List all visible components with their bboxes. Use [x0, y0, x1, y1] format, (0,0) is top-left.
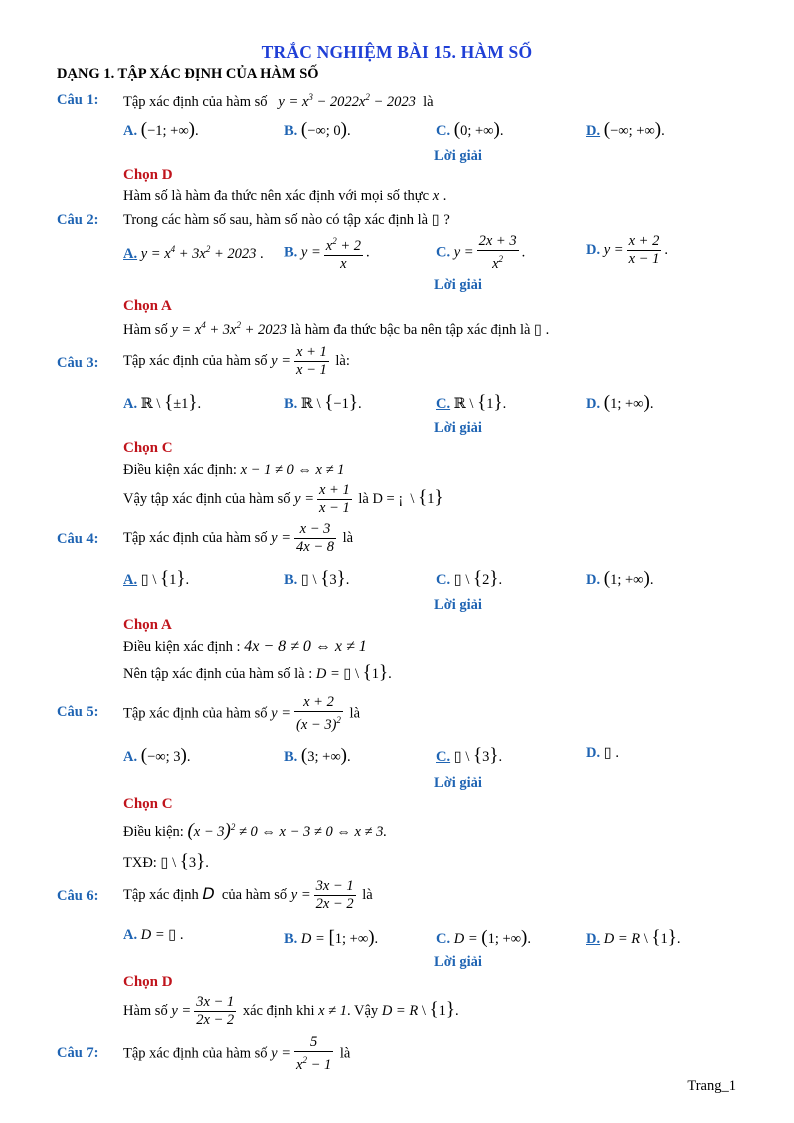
- question-6-option-c[interactable]: C. D = (1; +∞).: [436, 927, 531, 948]
- option-letter: D.: [586, 931, 601, 947]
- solution-text: Vậy tập xác định của hàm số: [123, 490, 291, 507]
- solution-heading-5: Lời giải: [434, 775, 482, 791]
- answer-2: Chọn A: [123, 298, 172, 314]
- option-letter: D.: [586, 241, 601, 258]
- question-6-tail: là: [362, 886, 373, 903]
- question-2-label: Câu 2:: [57, 212, 99, 228]
- question-1-option-d[interactable]: D. (−∞; +∞).: [586, 119, 665, 140]
- question-2-option-c[interactable]: C. y = $\frac{2x + 3}{x^2}$ .: [436, 233, 526, 272]
- solution-text: Hàm số: [123, 321, 168, 338]
- option-letter: C.: [436, 572, 451, 588]
- solution-3-line-1: Điều kiện xác định: x − 1 ≠ 0 ⇔ x ≠ 1: [123, 462, 345, 478]
- solution-heading-4: Lời giải: [434, 597, 482, 613]
- question-1-option-b[interactable]: B. (−∞; 0).: [284, 119, 351, 140]
- solution-text: Điều kiện:: [123, 824, 184, 840]
- question-2-prompt: Trong các hàm số sau, hàm số nào có tập xác định là: [123, 212, 429, 228]
- option-letter: C.: [436, 244, 451, 261]
- option-letter: A.: [123, 749, 138, 765]
- question-4-tail: là: [342, 529, 354, 546]
- option-letter: C.: [436, 931, 451, 947]
- question-4-prompt: Tập xác định của hàm số: [123, 529, 268, 546]
- question-2-option-d[interactable]: D. y = $\frac{x + 2}{x - 1}$ .: [586, 233, 668, 267]
- solution-heading-3: Lời giải: [434, 420, 482, 436]
- question-7-label: Câu 7:: [57, 1045, 99, 1061]
- question-4-text: Tập xác định của hàm số y = $\frac{x - 3}{4x - 8}$ là: [123, 521, 354, 555]
- solution-heading-6: Lời giải: [434, 954, 482, 970]
- question-5-option-b[interactable]: B. (3; +∞).: [284, 745, 351, 766]
- question-6-option-d[interactable]: D. D = R \ {1}.: [586, 927, 681, 948]
- question-4-option-c[interactable]: C. ▯ \ {2}.: [436, 568, 503, 589]
- question-7-tail: là: [339, 1045, 351, 1062]
- question-4-option-b[interactable]: B. ▯ \ {3}.: [284, 568, 350, 589]
- question-4-option-d[interactable]: D. (1; +∞).: [586, 568, 654, 589]
- question-3-option-c[interactable]: C. ℝ \ {1}.: [436, 392, 507, 413]
- option-letter: D.: [586, 745, 601, 761]
- solution-text: . Vậy: [347, 1002, 379, 1019]
- option-letter: B.: [284, 749, 298, 765]
- option-letter: D.: [586, 572, 601, 588]
- question-1-tail: là: [423, 93, 434, 110]
- question-2-tail: ?: [443, 212, 450, 228]
- solution-5-line-1: Điều kiện: $(x - 3)^2 \ne 0$ ⇔ x − 3 ≠ 0 ⇔ x ≠ 3.: [123, 820, 387, 841]
- question-2-option-b[interactable]: B. y = $\frac{x^2 + 2}{x}$ .: [284, 233, 370, 273]
- section-heading: DẠNG 1. TẬP XÁC ĐỊNH CỦA HÀM SỐ: [57, 66, 319, 82]
- question-1-text: [123, 92, 434, 111]
- option-letter: D.: [586, 396, 601, 412]
- option-letter: B.: [284, 931, 298, 947]
- question-6-option-a[interactable]: A. D = ▯ .: [123, 927, 184, 943]
- solution-heading-2: Lời giải: [434, 277, 482, 293]
- question-1-label: Câu 1:: [57, 92, 99, 108]
- option-letter: B.: [284, 572, 298, 588]
- question-7-text: Tập xác định của hàm số y = $\frac{5}{x^2 - 1}$ là: [123, 1034, 351, 1073]
- question-3-tail: là:: [335, 352, 350, 369]
- question-6-text: Tập xác định D của hàm số y = $\frac{3x - 1}{2x - 2}$ là: [123, 878, 373, 912]
- solution-4-line-2: Nên tập xác định của hàm số là : D = ▯ \ {1}.: [123, 662, 392, 683]
- option-letter: A.: [123, 245, 138, 262]
- question-3-prompt: Tập xác định của hàm số: [123, 352, 268, 369]
- question-5-label: Câu 5:: [57, 704, 99, 720]
- question-5-option-a[interactable]: A. (−∞; 3).: [123, 745, 191, 766]
- solution-text: xác định khi: [242, 1002, 315, 1019]
- question-7-prompt: Tập xác định của hàm số: [123, 1045, 268, 1062]
- answer-4: Chọn A: [123, 617, 172, 633]
- answer-5: Chọn C: [123, 796, 173, 812]
- option-letter: C.: [436, 749, 451, 765]
- solution-2-line-1: Hàm số $y = x^4 + 3x^2 + 2023$ là hàm đa thức bậc ba nên tập xác định là ▯ .: [123, 320, 550, 338]
- question-1-option-c[interactable]: C. (0; +∞).: [436, 119, 504, 140]
- solution-1-line-1: Hàm số là hàm đa thức nên xác định với mọi số thực x .: [123, 188, 447, 204]
- question-3-option-b[interactable]: B. ℝ \ {−1}.: [284, 392, 362, 413]
- option-letter: A.: [123, 927, 138, 943]
- solution-text: Điều kiện xác định :: [123, 639, 241, 655]
- question-5-text: Tập xác định của hàm số y = $\frac{x + 2}{(x - 3)^2}$ là: [123, 694, 361, 733]
- solution-text: TXĐ:: [123, 855, 157, 871]
- solution-text: là: [358, 490, 369, 507]
- question-6-prompt: Tập xác định: [123, 886, 199, 903]
- solution-3-line-2: Vậy tập xác định của hàm số y = $\frac{x + 1}{x - 1}$ là D = ¡ \ {1}: [123, 482, 444, 516]
- answer-1: Chọn D: [123, 167, 173, 183]
- question-3-label: Câu 3:: [57, 355, 99, 371]
- question-5-option-d[interactable]: D. ▯ .: [586, 745, 619, 761]
- option-letter: B.: [284, 396, 298, 412]
- option-letter: C.: [436, 123, 451, 139]
- question-6-prompt-2: của hàm số: [221, 886, 288, 903]
- page-title: TRẮC NGHIỆM BÀI 15. HÀM SỐ: [261, 42, 533, 62]
- question-6-label: Câu 6:: [57, 888, 99, 904]
- solution-5-line-2: TXĐ: ▯ \ {3}.: [123, 851, 209, 872]
- option-letter: A.: [123, 123, 138, 139]
- option-letter: A.: [123, 572, 138, 588]
- solution-text: Điều kiện xác định:: [123, 462, 237, 478]
- answer-6: Chọn D: [123, 974, 173, 990]
- question-4-option-a[interactable]: A. ▯ \ {1}.: [123, 568, 190, 589]
- question-2-text: Trong các hàm số sau, hàm số nào có tập xác định là ▯ ?: [123, 212, 450, 228]
- option-letter: B.: [284, 244, 298, 261]
- solution-text: Hàm số là hàm đa thức nên xác định với mọi số thực: [123, 188, 430, 204]
- question-5-option-c[interactable]: C. ▯ \ {3}.: [436, 745, 503, 766]
- question-5-prompt: Tập xác định của hàm số: [123, 705, 268, 722]
- solution-text: là hàm đa thức bậc ba nên tập xác định là: [290, 321, 531, 338]
- solution-4-line-1: Điều kiện xác định : 4x − 8 ≠ 0 ⇔ x ≠ 1: [123, 638, 367, 655]
- question-3-text: Tập xác định của hàm số y = $\frac{x + 1}{x - 1}$ là:: [123, 344, 350, 378]
- question-1-option-a[interactable]: A. (−1; +∞).: [123, 119, 199, 140]
- question-3-option-d[interactable]: D. (1; +∞).: [586, 392, 654, 413]
- option-letter: A.: [123, 396, 138, 412]
- answer-3: Chọn C: [123, 440, 173, 456]
- solution-heading-1: Lời giải: [434, 148, 482, 164]
- question-2-option-a[interactable]: A. $y = x^4 + 3x^2 + 2023$ .: [123, 244, 264, 262]
- question-3-option-a[interactable]: A. ℝ \ {±1}.: [123, 392, 202, 413]
- option-letter: B.: [284, 123, 298, 139]
- page-footer: Trang_1: [687, 1078, 736, 1094]
- question-1-formula: $y = x^3 - 2022x^2 - 2023$: [271, 92, 416, 110]
- question-4-label: Câu 4:: [57, 531, 99, 547]
- question-1-prompt: Tập xác định của hàm số: [123, 93, 268, 110]
- option-letter: C.: [436, 396, 451, 412]
- option-letter: D.: [586, 123, 601, 139]
- question-6-option-b[interactable]: B. D = [1; +∞).: [284, 927, 379, 948]
- solution-text: Nên tập xác định của hàm số là :: [123, 666, 313, 682]
- question-5-tail: là: [349, 705, 361, 722]
- solution-text: Hàm số: [123, 1002, 168, 1019]
- solution-6-line-1: Hàm số y = $\frac{3x - 1}{2x - 2}$ xác định khi x ≠ 1. Vậy D = R \ {1}.: [123, 994, 459, 1028]
